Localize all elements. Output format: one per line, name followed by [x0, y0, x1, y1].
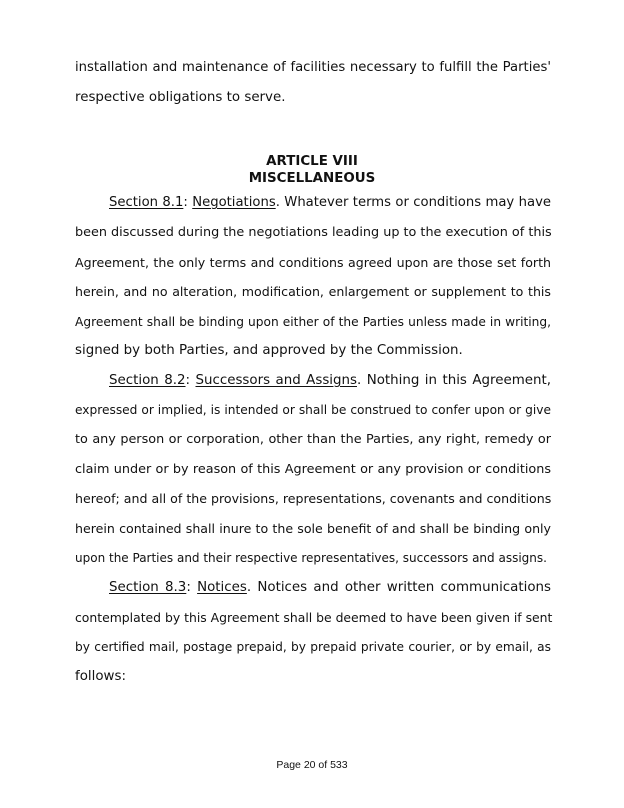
section-8-1-line-5: signed by both Parties, and approved by the Commission.: [75, 343, 463, 358]
section-8-2-line-4: hereof; and all of the provisions, representations, covenants and conditions: [75, 491, 552, 506]
section-8-1-lead: . Whatever terms or conditions may have: [275, 195, 551, 210]
article-number: ARTICLE VIII: [266, 154, 358, 169]
section-8-1-sep: :: [183, 195, 193, 210]
section-8-1-line-3: herein, and no alteration, modification, enlargement or supplement to this: [75, 284, 551, 299]
continuation-line-2: respective obligations to serve.: [75, 90, 286, 105]
continuation-line-1: installation and maintenance of facilities necessary to fulfill the Parties': [75, 60, 551, 75]
section-8-3-sep: :: [186, 580, 198, 595]
section-8-2-heading: Successors and Assigns: [195, 373, 357, 388]
section-8-3-ref: Section 8.3: [109, 580, 187, 595]
section-8-3-line-3: follows:: [75, 669, 126, 684]
section-8-2-line-2: to any person or corporation, other than the Parties, any right, remedy or: [75, 432, 551, 447]
section-8-2-line-3: claim under or by reason of this Agreement or any provision or conditions: [75, 462, 551, 477]
section-8-3-line-1: contemplated by this Agreement shall be deemed to have been given if sent: [75, 610, 553, 625]
section-8-1-line-2: Agreement, the only terms and conditions agreed upon are those set forth: [75, 255, 551, 270]
page-number-footer: Page 20 of 533: [276, 759, 348, 771]
section-8-2-first-line: [109, 373, 551, 389]
section-8-2-line-1: expressed or implied, is intended or shall be construed to confer upon or give: [75, 403, 551, 417]
section-8-2-sep: :: [185, 373, 196, 388]
section-8-1-line-1: been discussed during the negotiations leading up to the execution of this: [75, 225, 552, 240]
section-8-1-first-line: [109, 195, 551, 211]
section-8-2-lead: . Nothing in this Agreement,: [356, 373, 551, 388]
section-8-2-line-5: herein contained shall inure to the sole benefit of and shall be binding only: [75, 521, 551, 536]
section-8-2-ref: Section 8.2: [109, 373, 186, 388]
article-title: MISCELLANEOUS: [248, 171, 376, 186]
section-8-2-line-6: upon the Parties and their respective representatives, successors and assigns.: [75, 551, 547, 565]
section-8-3-lead: . Notices and other written communications: [246, 580, 551, 595]
section-8-3-line-2: by certified mail, postage prepaid, by prepaid private courier, or by email, as: [75, 640, 551, 654]
section-8-3-heading: Notices: [197, 580, 247, 595]
section-8-1-line-4: Agreement shall be binding upon either of the Parties unless made in writing,: [75, 315, 551, 329]
section-8-3-first-line: [109, 580, 551, 596]
section-8-1-ref: Section 8.1: [109, 195, 184, 210]
section-8-1-heading: Negotiations: [192, 195, 276, 210]
